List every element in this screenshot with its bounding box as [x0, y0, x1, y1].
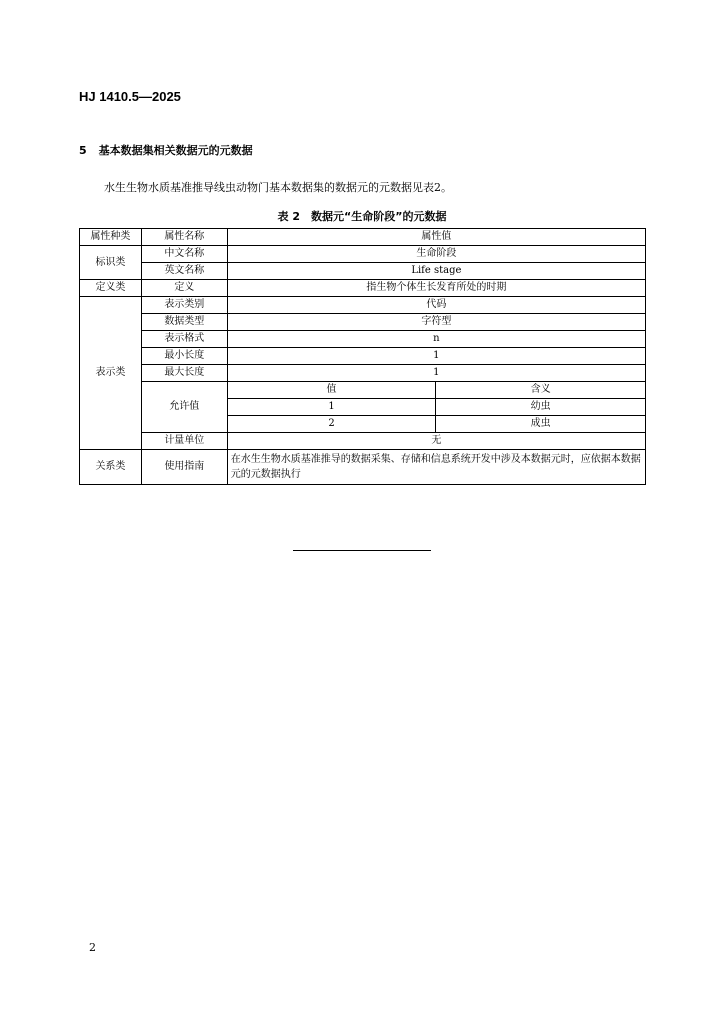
- table-row: [80, 246, 646, 263]
- category-relation: 关系类: [80, 450, 142, 485]
- table-row: [80, 314, 646, 331]
- cell-label: 使用指南: [141, 450, 227, 485]
- page-number: 2: [89, 941, 96, 954]
- allowed-meaning: 幼虫: [436, 399, 646, 416]
- cell-label: 允许值: [141, 382, 227, 433]
- cell-label: 表示格式: [141, 331, 227, 348]
- body-paragraph: 水生生物水质基准推导线虫动物门基本数据集的数据元的元数据见表2。: [104, 181, 452, 194]
- cell-label: 最大长度: [141, 365, 227, 382]
- section-heading: [79, 142, 253, 158]
- header-value: 属性值: [227, 229, 645, 246]
- cell-value: 1: [227, 348, 645, 365]
- table-row: [80, 450, 646, 485]
- cell-label: 数据类型: [141, 314, 227, 331]
- cell-label: 计量单位: [141, 433, 227, 450]
- category-representation: 表示类: [80, 297, 142, 450]
- table-header-row: [80, 229, 646, 246]
- cell-value: n: [227, 331, 645, 348]
- category-definition: 定义类: [80, 280, 142, 297]
- table-row: [80, 331, 646, 348]
- cell-label: 英文名称: [141, 263, 227, 280]
- cell-value: 生命阶段: [227, 246, 645, 263]
- cell-value: 指生物个体生长发育所处的时期: [227, 280, 645, 297]
- table-row: [80, 280, 646, 297]
- cell-label: 表示类别: [141, 297, 227, 314]
- cell-label: 中文名称: [141, 246, 227, 263]
- cell-value: 无: [227, 433, 645, 450]
- section-title: 基本数据集相关数据元的元数据: [98, 144, 253, 157]
- header-name: 属性名称: [141, 229, 227, 246]
- table-row: [80, 348, 646, 365]
- cell-value: Life stage: [227, 263, 645, 280]
- table-row: [80, 365, 646, 382]
- standard-code: HJ 1410.5—2025: [79, 89, 181, 104]
- usage-guide-text: 在水生生物水质基准推导的数据采集、存储和信息系统开发中涉及本数据元时，应依据本数据元的元数据执行: [227, 450, 645, 485]
- cell-label: 最小长度: [141, 348, 227, 365]
- cell-value: 代码: [227, 297, 645, 314]
- allowed-value: 1: [227, 399, 436, 416]
- allowed-header-value: 值: [227, 382, 436, 399]
- allowed-header-meaning: 含义: [436, 382, 646, 399]
- table-row: [80, 297, 646, 314]
- allowed-meaning: 成虫: [436, 416, 646, 433]
- allowed-value: 2: [227, 416, 436, 433]
- cell-label: 定义: [141, 280, 227, 297]
- end-rule: [293, 550, 431, 551]
- section-number: 5: [79, 144, 87, 157]
- cell-value: 字符型: [227, 314, 645, 331]
- metadata-table: [79, 228, 646, 485]
- cell-value: 1: [227, 365, 645, 382]
- header-category: 属性种类: [80, 229, 142, 246]
- table-caption: 表 2 数据元“生命阶段”的元数据: [277, 210, 447, 223]
- table-row: [80, 263, 646, 280]
- category-identification: 标识类: [80, 246, 142, 280]
- table-row: [80, 433, 646, 450]
- table-row: [80, 382, 646, 399]
